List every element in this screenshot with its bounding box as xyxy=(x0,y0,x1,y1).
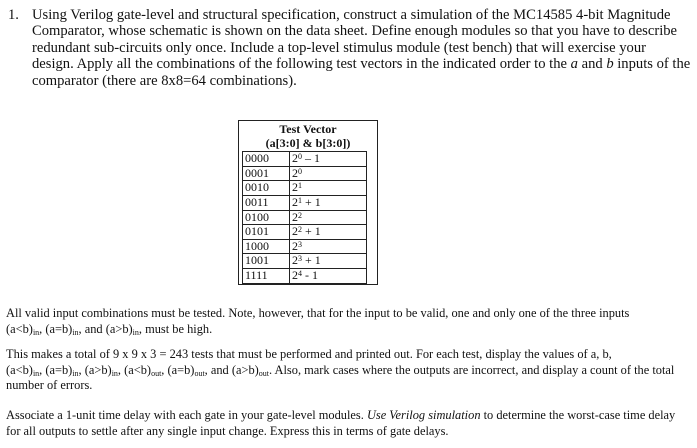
power-exponent: 0 xyxy=(298,152,302,162)
question-text-part: and xyxy=(577,56,607,73)
offset-term: - 1 xyxy=(302,267,318,282)
signal-subscript: in xyxy=(72,368,79,378)
vector-expression xyxy=(290,268,367,283)
signal-subscript: out xyxy=(194,368,205,378)
question-text xyxy=(32,7,691,89)
signal-name: (a>b) xyxy=(84,362,112,377)
question-1 xyxy=(8,7,691,89)
test-vector-grid xyxy=(242,151,367,283)
table-row xyxy=(243,239,367,254)
offset-term: + 1 xyxy=(302,224,321,239)
vector-expression xyxy=(290,152,367,167)
table-row xyxy=(243,268,367,283)
power-base: 2 xyxy=(292,165,298,180)
table-row xyxy=(243,225,367,240)
power-exponent: 3 xyxy=(298,254,302,264)
vector-bits: 1000 xyxy=(243,239,290,254)
signal-subscript: in xyxy=(32,368,40,378)
power-exponent: 4 xyxy=(298,268,302,278)
vector-expression xyxy=(290,181,367,196)
vector-bits: 0011 xyxy=(243,195,290,210)
signal-subscript: out xyxy=(258,368,270,378)
separator: , xyxy=(78,362,85,377)
vector-expression xyxy=(290,166,367,181)
paragraph-text: All valid input combinations must be tested. Note, however, that for the input to be valid, one and only one of the three inputs xyxy=(6,306,630,320)
paragraph-text: . Also, mark cases where the outputs are incorrect, and display a count of the total number of errors. xyxy=(6,362,675,393)
signal-name: (a=b) xyxy=(167,362,195,377)
power-exponent: 1 xyxy=(298,181,302,191)
vector-bits: 0000 xyxy=(243,152,290,167)
vector-expression xyxy=(290,239,367,254)
paragraph-text: , must be high. xyxy=(138,321,213,336)
signal-name: (a>b) xyxy=(105,321,133,336)
signal-subscript: in xyxy=(32,327,40,337)
question-text-part: Using Verilog gate-level and structural specification, construct a simulation of the MC14585 4-bit Magnitude Comparator, whose schematic is shown on the data sheet. Define enough modules so that you have to describe redundant sub-circuits only once. Include a top-level stimulus module (test bench) that will exercise your design. Apply all the combinations of the following test vectors in the indicated order to the xyxy=(32,7,678,73)
variable-b: b xyxy=(606,56,614,73)
table-row xyxy=(243,195,367,210)
paragraph-time-delay xyxy=(6,408,691,439)
paragraph-text: Associate a 1-unit time delay with each gate in your gate-level modules. xyxy=(6,408,367,422)
separator: , xyxy=(39,362,46,377)
signal-name: (a>b) xyxy=(231,362,259,377)
vector-bits: 1111 xyxy=(243,268,290,283)
question-text-part: inputs of the comparator (there are 8x8=64 combinations). xyxy=(32,56,691,89)
signal-subscript: in xyxy=(72,327,79,337)
question-number: 1. xyxy=(8,7,19,23)
signal-name: (a<b) xyxy=(6,321,33,336)
power-base: 2 xyxy=(292,238,298,253)
vector-bits: 0010 xyxy=(243,181,290,196)
vector-expression xyxy=(290,195,367,210)
signal-subscript: in xyxy=(132,327,139,337)
signal-name: (a=b) xyxy=(45,362,73,377)
vector-bits: 1001 xyxy=(243,254,290,269)
separator: , and xyxy=(78,321,106,336)
vector-expression xyxy=(290,210,367,225)
power-base: 2 xyxy=(292,253,298,268)
separator: , and xyxy=(204,362,232,377)
signal-subscript: out xyxy=(151,368,162,378)
paragraph-text: to determine the worst-case time delay for all outputs to settle after any single input change. Express this in terms of gate delays. xyxy=(6,408,676,438)
signal-name: (a=b) xyxy=(45,321,73,336)
paragraph-text: This makes a total of 9 x 9 x 3 = 243 tests that must be performed and printed out. For each test, display the values of a, b, xyxy=(6,347,612,361)
vector-bits: 0100 xyxy=(243,210,290,225)
table-row xyxy=(243,152,367,167)
vector-expression xyxy=(290,254,367,269)
power-exponent: 0 xyxy=(298,166,302,176)
test-vector-table xyxy=(238,120,378,285)
offset-term: – 1 xyxy=(302,151,320,166)
table-row xyxy=(243,181,367,196)
power-exponent: 2 xyxy=(298,210,302,220)
table-row xyxy=(243,254,367,269)
offset-term: + 1 xyxy=(302,194,321,209)
separator: , xyxy=(39,321,46,336)
signal-name: (a<b) xyxy=(6,362,33,377)
power-base: 2 xyxy=(292,209,298,224)
offset-term: + 1 xyxy=(302,253,321,268)
table-row xyxy=(243,166,367,181)
table-header xyxy=(239,121,377,151)
power-base: 2 xyxy=(292,194,298,209)
vector-expression xyxy=(290,225,367,240)
signal-subscript: in xyxy=(111,368,118,378)
table-row xyxy=(243,210,367,225)
separator: , xyxy=(117,362,125,377)
table-subtitle: (a[3:0] & b[3:0]) xyxy=(265,135,351,150)
power-base: 2 xyxy=(292,224,298,239)
variable-a: a xyxy=(570,56,578,73)
paragraph-valid-inputs xyxy=(6,306,691,337)
separator: , xyxy=(161,362,168,377)
emphasis-text: Use Verilog simulation xyxy=(366,408,481,422)
power-base: 2 xyxy=(292,180,298,195)
vector-bits: 0001 xyxy=(243,166,290,181)
power-exponent: 2 xyxy=(298,225,302,235)
vector-bits: 0101 xyxy=(243,225,290,240)
power-exponent: 1 xyxy=(298,195,302,205)
table-title: Test Vector xyxy=(279,122,337,136)
power-base: 2 xyxy=(292,267,298,282)
paragraph-total-tests xyxy=(6,347,691,394)
power-base: 2 xyxy=(292,151,298,166)
power-exponent: 3 xyxy=(298,239,302,249)
signal-name: (a<b) xyxy=(124,362,152,377)
